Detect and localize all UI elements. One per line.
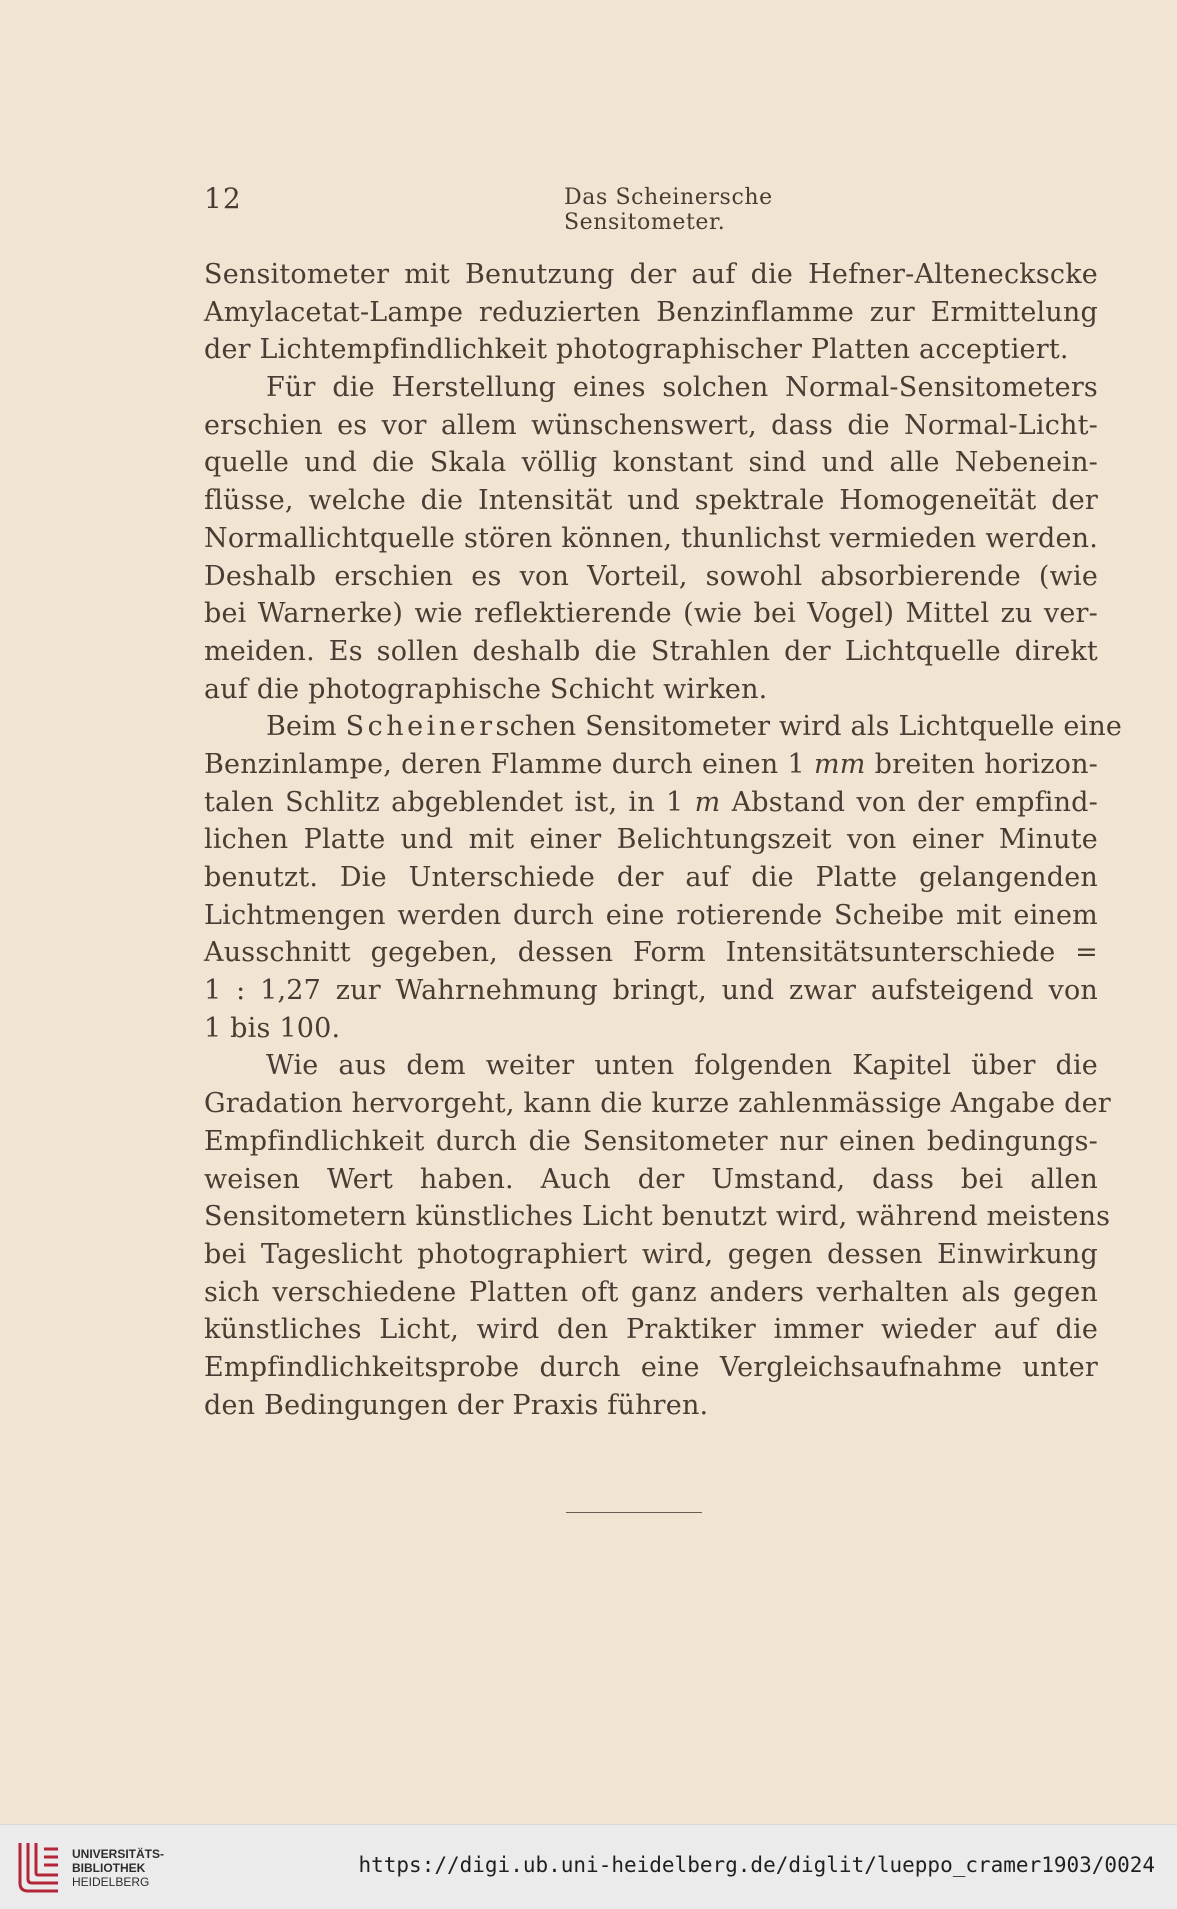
viewer-footer: [0, 1824, 1177, 1909]
text-line: Amylacetat-Lampe reduzierten Benzinflamme zur Ermittelung: [204, 296, 1098, 328]
text-line: [204, 746, 1098, 784]
text-line: Empfindlichkeitsprobe durch eine Vergleichsaufnahme unter: [204, 1351, 1098, 1383]
text-line: künstliches Licht, wird den Praktiker immer wieder auf die: [204, 1314, 1098, 1346]
text-line: [204, 708, 1123, 746]
text-line: Für die Herstellung eines solchen Normal-Sensitometers: [266, 372, 1098, 404]
library-name-line-1: UNIVERSITÄTS-: [72, 1847, 165, 1861]
text-line: quelle und die Skala völlig konstant sind und alle Nebenein-: [204, 447, 1098, 479]
text-line: Wie aus dem weiter unten folgenden Kapitel über die: [266, 1050, 1098, 1082]
text-line: Gradation hervorgeht, kann die kurze zahlenmässige Angabe der: [204, 1088, 1111, 1120]
library-name: [72, 1847, 164, 1889]
text-fragment: schen Sensitometer wird als Lichtquelle eine: [495, 711, 1123, 743]
text-line: sich verschiedene Platten oft ganz anders verhalten als gegen: [204, 1276, 1098, 1308]
text-line: weisen Wert haben. Auch der Umstand, dass bei allen: [204, 1163, 1098, 1195]
text-line: erschien es vor allem wünschenswert, dass die Normal-Licht-: [204, 409, 1098, 441]
text-line: [204, 784, 1098, 822]
text-line: meiden. Es sollen deshalb die Strahlen der Lichtquelle direkt: [204, 635, 1098, 667]
text-line: bei Warnerke) wie reflektierende (wie bei Vogel) Mittel zu ver-: [204, 598, 1098, 630]
text-line: Normallichtquelle stören können, thunlichst vermieden werden.: [204, 522, 1098, 554]
library-name-line-3: HEIDELBERG: [72, 1875, 150, 1889]
text-line: auf die photographische Schicht wirken.: [204, 673, 768, 705]
spaced-name: Scheiner: [345, 711, 496, 743]
library-name-line-2: BIBLIOTHEK: [72, 1861, 146, 1875]
running-head: [204, 182, 934, 235]
text-line: 1 : 1,27 zur Wahrnehmung bringt, und zwar aufsteigend von: [204, 975, 1098, 1007]
unit-mm: mm: [813, 748, 866, 780]
text-fragment: Benzinlampe, deren Flamme durch einen 1: [204, 748, 814, 780]
text-line: flüsse, welche die Intensität und spektrale Homogeneïtät der: [204, 485, 1098, 517]
university-library-logo-icon[interactable]: [14, 1839, 64, 1895]
running-title: Das Scheinersche Sensitometer.: [564, 185, 773, 235]
text-fragment: Beim: [266, 711, 346, 743]
text-line: Sensitometer mit Benutzung der auf die Hefner-Alteneckscke: [204, 259, 1098, 290]
page-number: 12: [204, 182, 242, 215]
text-line: der Lichtempfindlichkeit photographischer Platten acceptiert.: [204, 334, 1069, 366]
text-line: lichen Platte und mit einer Belichtungszeit von einer Minute: [204, 824, 1098, 856]
section-divider: [566, 1512, 702, 1513]
text-line: 1 bis 100.: [204, 1012, 341, 1044]
text-line: Empfindlichkeit durch die Sensitometer nur einen bedingungs-: [204, 1125, 1098, 1157]
text-line: bei Tageslicht photographiert wird, gegen dessen Einwirkung: [204, 1238, 1098, 1270]
text-fragment: Abstand von der empfind-: [720, 786, 1098, 818]
permalink-url[interactable]: https://digi.ub.uni-heidelberg.de/diglit/lueppo_cramer1903/0024: [358, 1853, 1155, 1877]
text-line: den Bedingungen der Praxis führen.: [204, 1389, 709, 1421]
text-line: Ausschnitt gegeben, dessen Form Intensitätsunterschiede =: [204, 937, 1098, 969]
text-line: Sensitometern künstliches Licht benutzt wird, während meistens: [204, 1201, 1111, 1233]
text-line: Lichtmengen werden durch eine rotierende Scheibe mit einem: [204, 899, 1098, 931]
text-fragment: breiten horizon-: [865, 748, 1098, 780]
text-fragment: talen Schlitz abgeblendet ist, in 1: [204, 786, 695, 818]
text-line: benutzt. Die Unterschiede der auf die Platte gelangenden: [204, 862, 1098, 893]
text-line: Deshalb erschien es von Vorteil, sowohl absorbierende (wie: [204, 560, 1098, 592]
unit-m: m: [694, 786, 721, 818]
body-text: [204, 256, 1123, 1424]
